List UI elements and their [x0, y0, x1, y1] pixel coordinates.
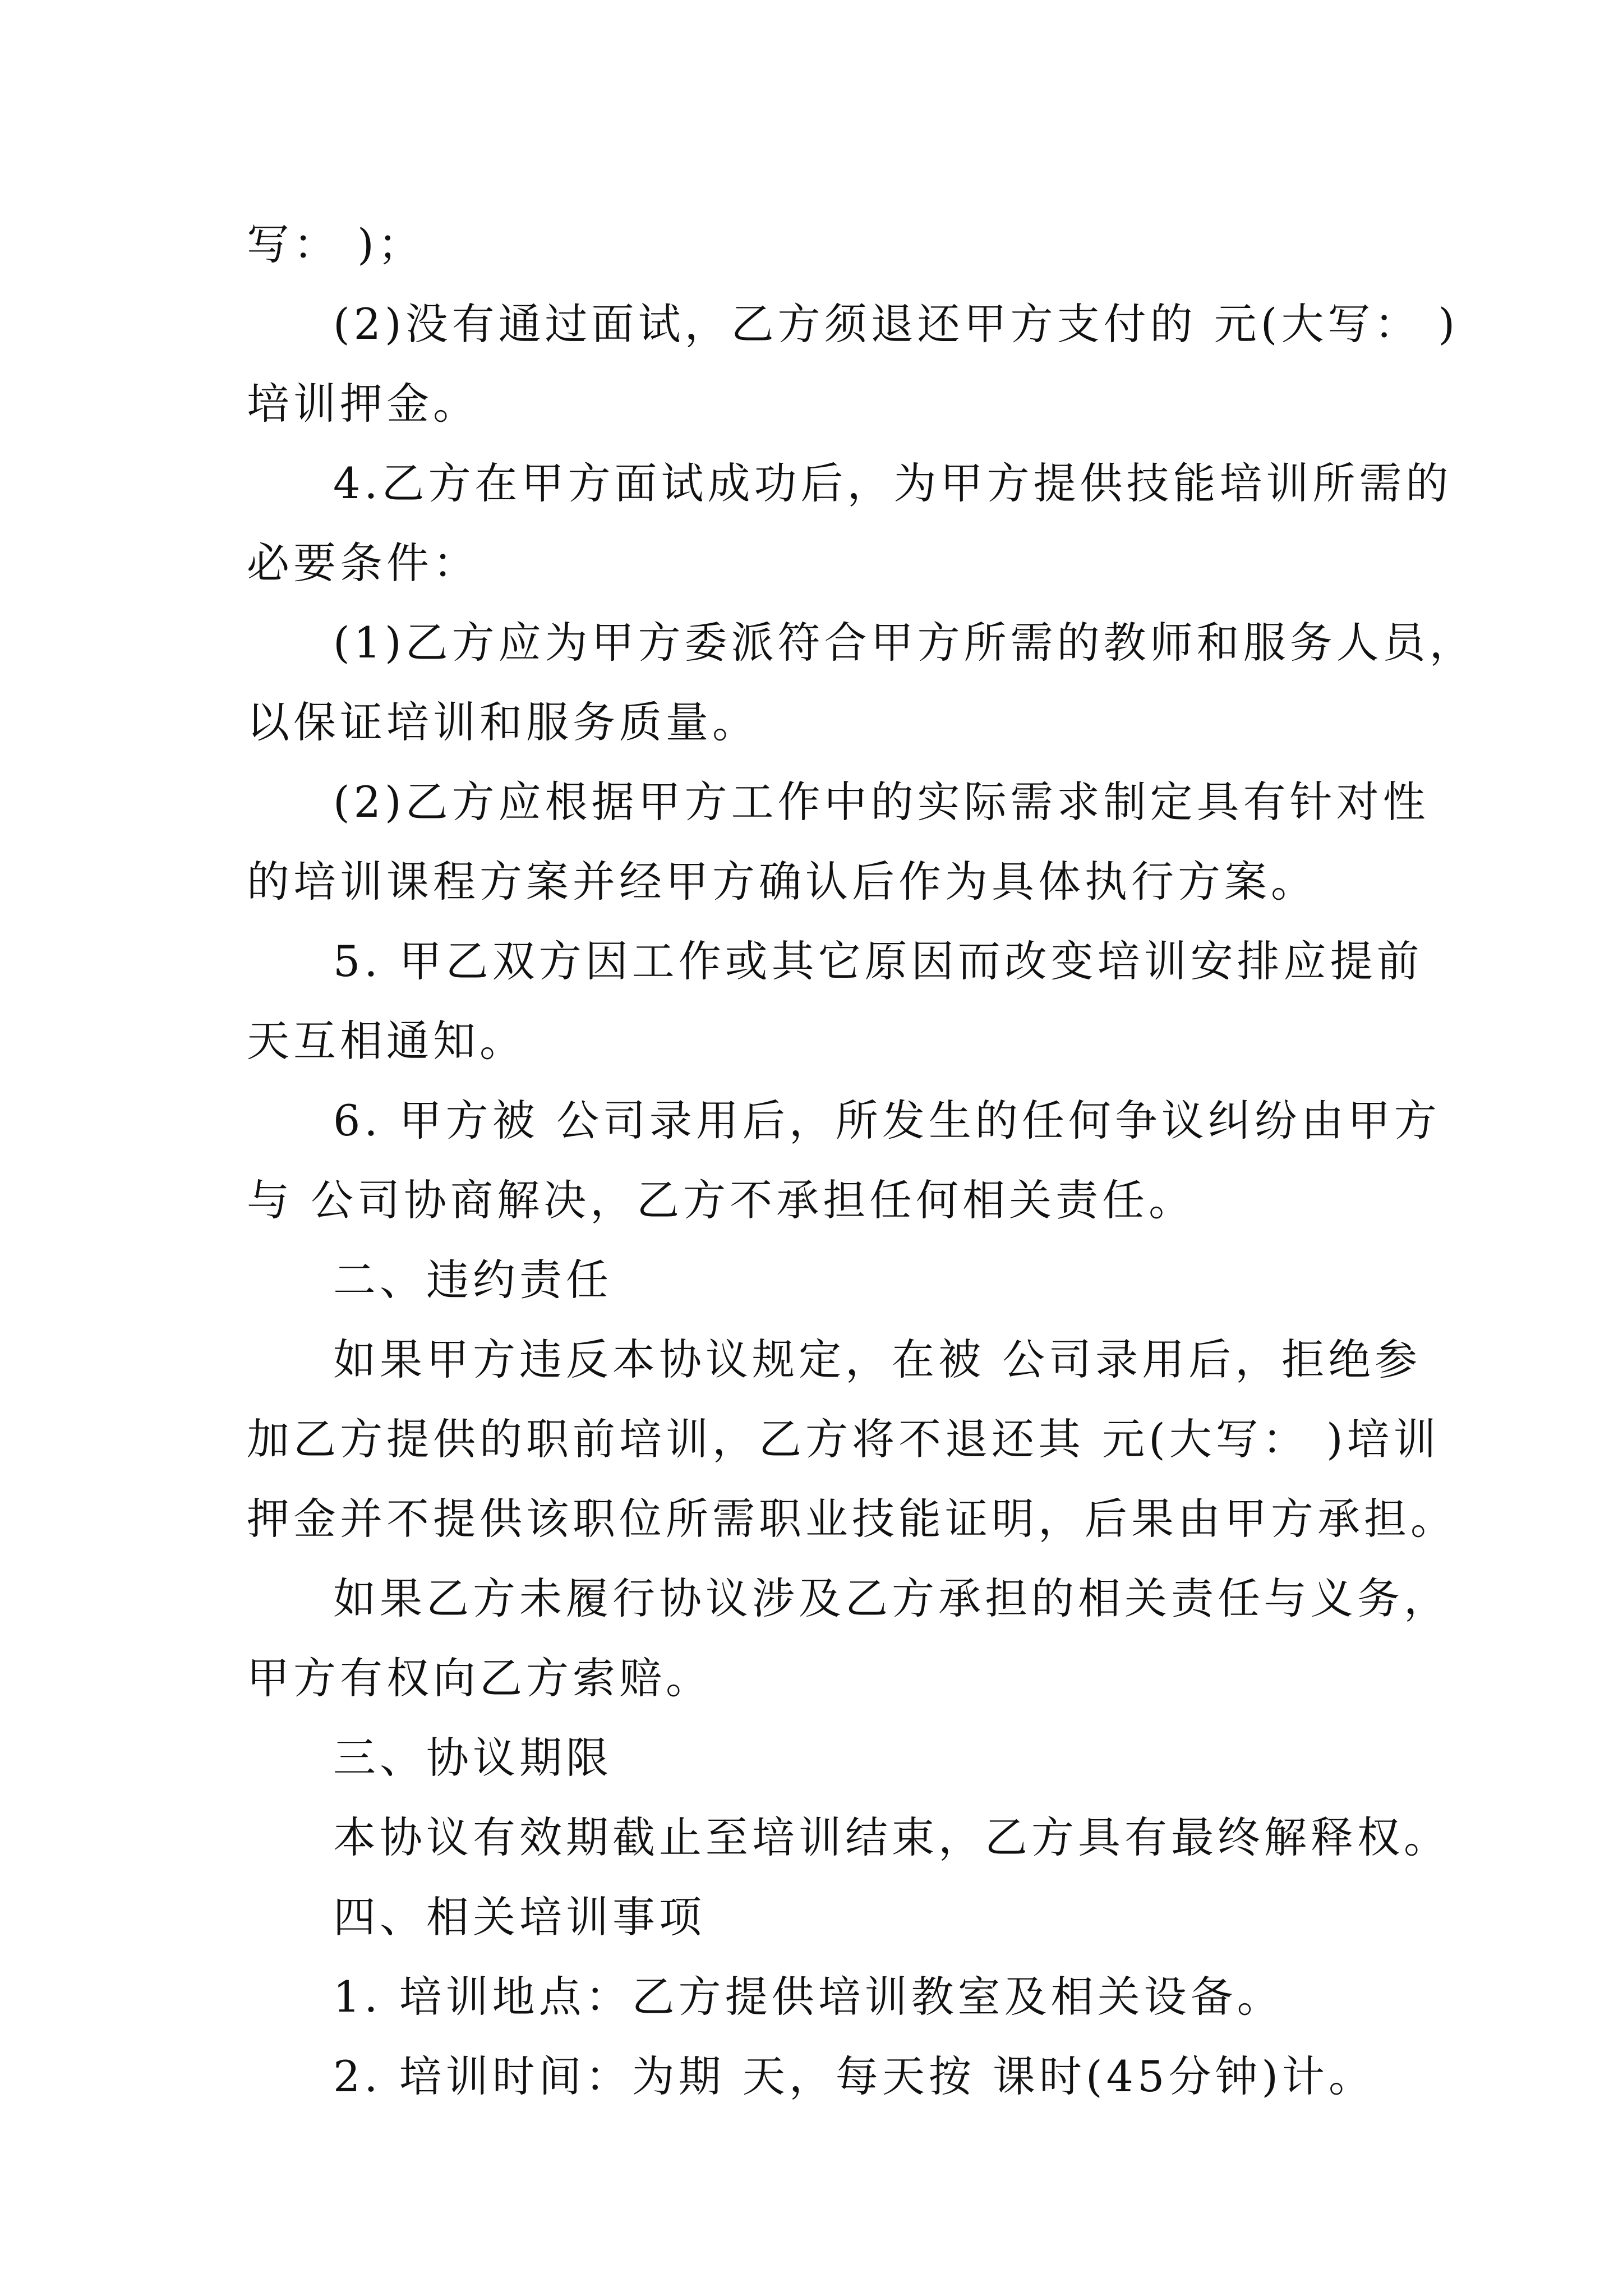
text-line: 培训押金。 — [247, 379, 479, 429]
text-line: 必要条件： — [247, 538, 479, 588]
text-line: 与 公司协商解决，乙方不承担任何相关责任。 — [247, 1175, 1196, 1225]
text-line: 4.乙方在甲方面试成功后，为甲方提供技能培训所需的 — [333, 458, 1453, 508]
text-line: 如果甲方违反本协议规定，在被 公司录用后，拒绝参 — [333, 1335, 1422, 1384]
text-line: 加乙方提供的职前培训，乙方将不退还其 元(大写： )培训 — [247, 1414, 1440, 1464]
text-line: 6. 甲方被 公司录用后，所发生的任何争议纠纷由甲方 — [333, 1096, 1441, 1145]
text-line: 5. 甲乙双方因工作或其它原因而改变培训安排应提前 — [333, 936, 1423, 986]
document-body — [247, 205, 1476, 2116]
text-line: 本协议有效期截止至培训结束，乙方具有最终解释权。 — [333, 1812, 1450, 1862]
text-line: (1)乙方应为甲方委派符合甲方所需的教师和服务人员， — [333, 618, 1476, 668]
text-line: 押金并不提供该职位所需职业技能证明，后果由甲方承担。 — [247, 1494, 1457, 1544]
text-line: (2)没有通过面试，乙方须退还甲方支付的 元(大写： ) — [333, 299, 1459, 349]
text-line: 1. 培训地点：乙方提供培训教室及相关设备。 — [333, 1972, 1284, 2022]
section-heading: 三、协议期限 — [333, 1733, 612, 1783]
section-heading: 二、违约责任 — [333, 1255, 612, 1305]
section-heading: 四、相关培训事项 — [333, 1892, 706, 1942]
text-line: 如果乙方未履行协议涉及乙方承担的相关责任与义务， — [333, 1573, 1450, 1623]
text-line: 甲方有权向乙方索赔。 — [247, 1653, 712, 1703]
text-line: 的培训课程方案并经甲方确认后作为具体执行方案。 — [247, 857, 1317, 907]
text-line: (2)乙方应根据甲方工作中的实际需求制定具有针对性 — [333, 777, 1430, 827]
text-line: 2. 培训时间：为期 天，每天按 课时(45分钟)计。 — [333, 2051, 1375, 2101]
text-line: 天互相通知。 — [247, 1016, 526, 1066]
text-line: 以保证培训和服务质量。 — [247, 697, 759, 747]
text-line: 写： )； — [247, 219, 425, 269]
